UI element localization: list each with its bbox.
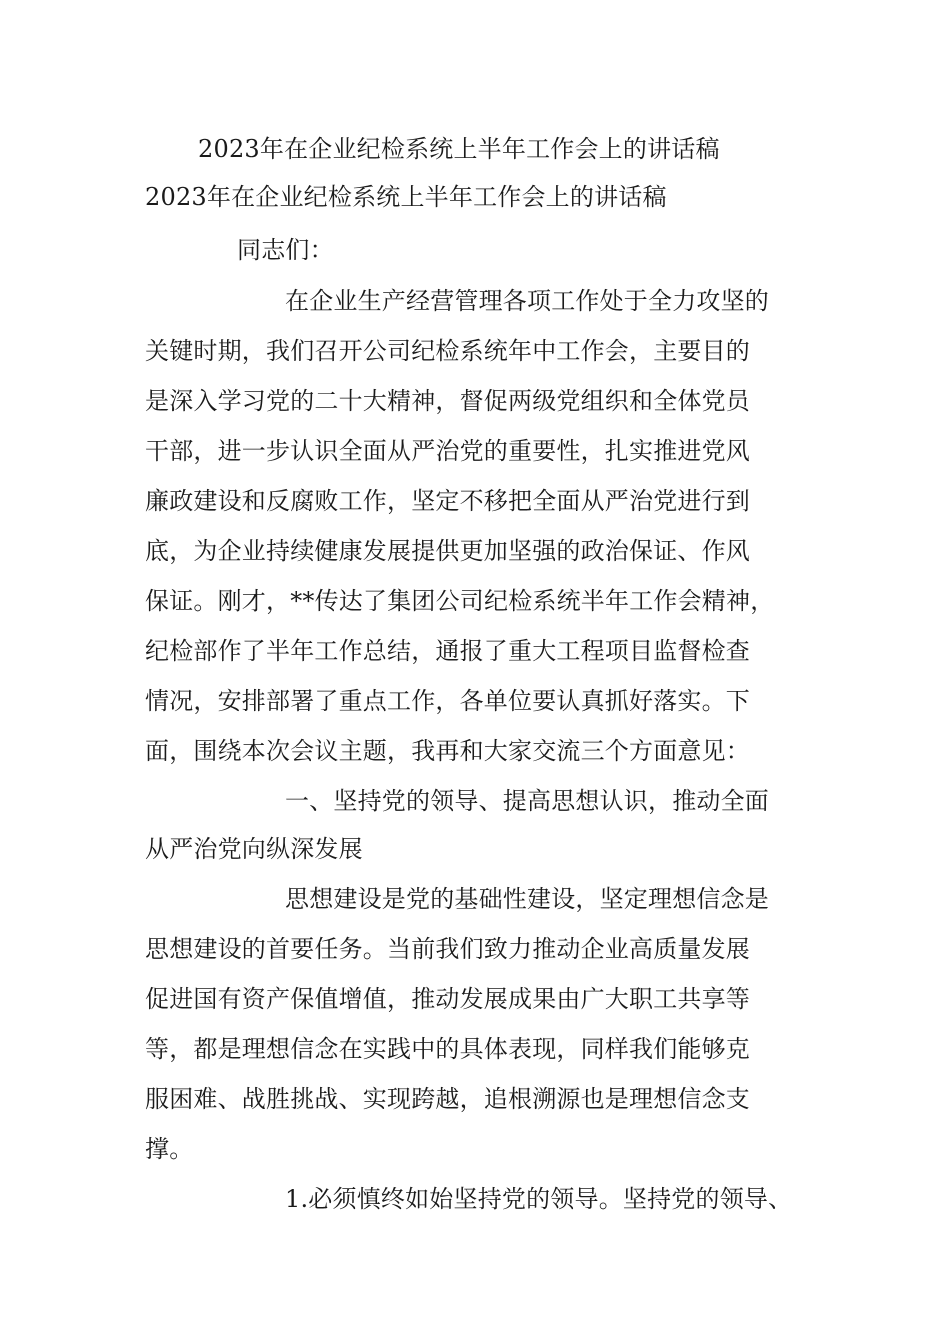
body-line: 关键时期，我们召开公司纪检系统年中工作会，主要目的 (145, 337, 750, 365)
body-line: 思想建设是党的基础性建设，坚定理想信念是 (285, 885, 769, 913)
document-title: 2023年在企业纪检系统上半年工作会上的讲话稿 (198, 135, 720, 163)
body-line: 思想建设的首要任务。当前我们致力推动企业高质量发展 (145, 935, 750, 963)
body-line: 是深入学习党的二十大精神，督促两级党组织和全体党员 (145, 387, 750, 415)
body-line: 纪检部作了半年工作总结，通报了重大工程项目监督检查 (145, 637, 750, 665)
numbered-point: 1.必须慎终如始坚持党的领导。坚持党的领导、 (285, 1185, 793, 1213)
section-heading: 一、坚持党的领导、提高思想认识，推动全面 (285, 787, 769, 815)
body-line: 服困难、战胜挑战、实现跨越，追根溯源也是理想信念支 (145, 1085, 750, 1113)
section-heading: 从严治党向纵深发展 (145, 835, 363, 863)
salutation: 同志们： (237, 236, 334, 264)
body-line: 干部，进一步认识全面从严治党的重要性，扎实推进党风 (145, 437, 750, 465)
body-line: 面，围绕本次会议主题，我再和大家交流三个方面意见： (145, 737, 750, 765)
body-line: 促进国有资产保值增值，推动发展成果由广大职工共享等 (145, 985, 750, 1013)
body-line: 廉政建设和反腐败工作，坚定不移把全面从严治党进行到 (145, 487, 750, 515)
body-line: 撑。 (145, 1135, 194, 1163)
body-line: 等，都是理想信念在实践中的具体表现，同样我们能够克 (145, 1035, 750, 1063)
body-line: 情况，安排部署了重点工作，各单位要认真抓好落实。下 (145, 687, 750, 715)
body-line: 底，为企业持续健康发展提供更加坚强的政治保证、作风 (145, 537, 750, 565)
body-line: 保证。刚才，**传达了集团公司纪检系统半年工作会精神， (145, 587, 775, 615)
document-title-repeat: 2023年在企业纪检系统上半年工作会上的讲话稿 (145, 183, 667, 211)
body-line: 在企业生产经营管理各项工作处于全力攻坚的 (285, 287, 769, 315)
